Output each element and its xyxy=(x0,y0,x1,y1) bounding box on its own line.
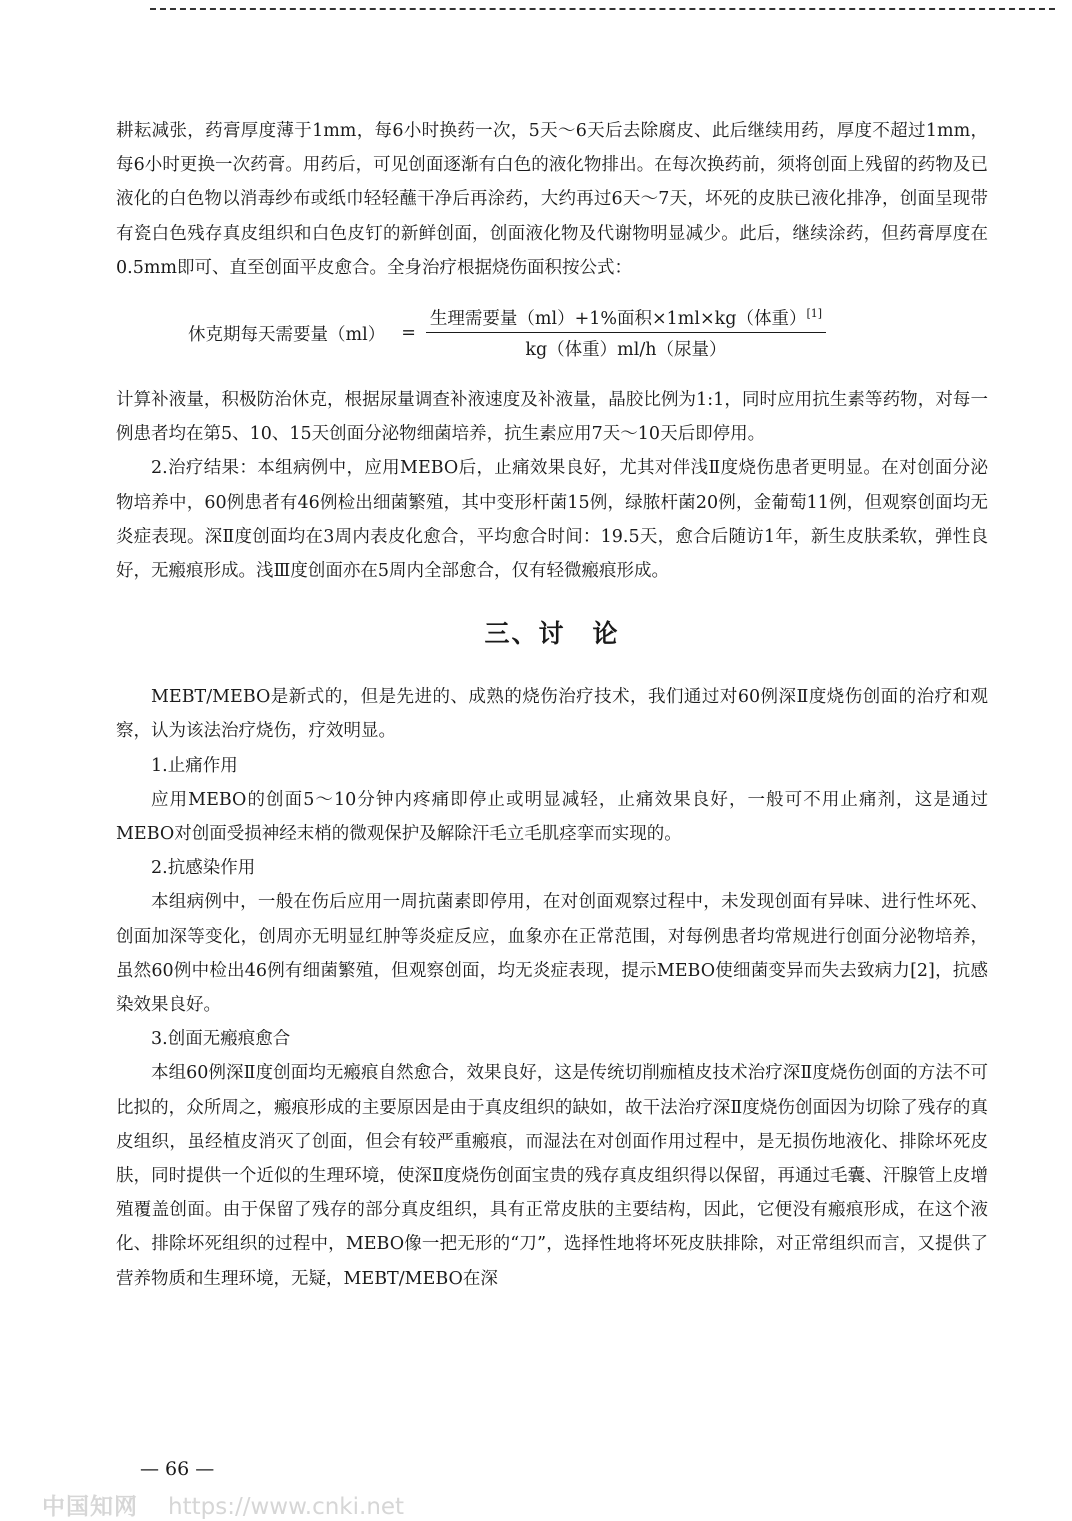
formula-numerator xyxy=(426,305,826,333)
cnki-logo: 中国知网 xyxy=(42,1494,138,1520)
body-paragraph: 耕耘减张，药膏厚度薄于1mm，每6小时换药一次，5天～6天后去除腐皮、此后继续用药，厚度不超过1mm，每6小时更换一次药膏。用药后，可见创面逐渐有白色的液化物排出。在每次换药前，须将创面上残留的药物及已液化的白色物以消毒纱布或纸巾轻轻蘸干净后再涂药，大约再过6天～7天，坏死的皮肤已液化排净，创面呈现带有瓷白色残存真皮组织和白色皮钉的新鲜创面，创面液化物及代谢物明显减少。此后，继续涂药，但药膏厚度在0.5mm即可、直至创面平皮愈合。全身治疗根据烧伤面积按公式： xyxy=(116,121,988,278)
formula-denominator: kg（体重）ml/h（尿量） xyxy=(525,340,727,361)
subsection-text: 应用MEBO的创面5～10分钟内疼痛即停止或明显减轻，止痛效果良好，一般可不用止痛剂，这是通过MEBO对创面受损神经末梢的微观保护及解除汗毛立毛肌痉挛而实现的。 xyxy=(116,789,988,845)
formula-lhs: 休克期每天需要量（ml） xyxy=(188,324,386,345)
body-paragraph: 计算补液量，积极防治休克，根据尿量调查补液速度及补液量，晶胶比例为1:1，同时应用抗生素等药物，对每一例患者均在第5、10、15天创面分泌物细菌培养，抗生素应用7天～10天后即停用。 xyxy=(116,390,988,445)
page-body xyxy=(116,114,988,1296)
body-paragraph: 2.治疗结果：本组病例中，应用MEBO后，止痛效果良好，尤其对伴浅Ⅱ度烧伤患者更明显。在对创面分泌物培养中，60例患者有46例检出细菌繁殖，其中变形杆菌15例，绿脓杆菌20例，金葡萄11例，但观察创面均无炎症表现。深Ⅱ度创面均在3周内表皮化愈合，平均愈合时间：19.5天，愈合后随访1年，新生皮肤柔软，弹性良好，无瘢痕形成。浅Ⅲ度创面亦在5周内全部愈合，仅有轻微瘢痕形成。 xyxy=(116,458,988,582)
subsection-title: 1.止痛作用 xyxy=(151,755,238,776)
footer-url: https://www.cnki.net xyxy=(168,1494,405,1520)
footer-watermark xyxy=(42,1488,404,1521)
formula-numerator-text: 生理需要量（ml）+1%面积×1ml×kg（体重） xyxy=(429,309,807,330)
page-number: — 66 — xyxy=(140,1458,215,1480)
subsection-text: 本组60例深Ⅱ度创面均无瘢痕自然愈合，效果良好，这是传统切削痂植皮技术治疗深Ⅱ度烧伤创面的方法不可比拟的，众所周之，瘢痕形成的主要原因是由于真皮组织的缺如，故干法治疗深Ⅱ度烧伤创面因为切除了残存的真皮组织，虽经植皮消灭了创面，但会有较严重瘢痕，而湿法在对创面作用过程中，是无损伤地液化、排除坏死皮肤，同时提供一个近似的生理环境，使深Ⅱ度烧伤创面宝贵的残存真皮组织得以保留，再通过毛囊、汗腺管上皮增殖覆盖创面。由于保留了残存的部分真皮组织，具有正常皮肤的主要结构，因此，它便没有瘢痕形成，在这个液化、排除坏死组织的过程中，MEBO像一把无形的“刀”，选择性地将坏死皮肤排除，对正常组织而言，又提供了营养物质和生理环境，无疑，MEBT/MEBO在深 xyxy=(116,1063,988,1289)
formula-equals: = xyxy=(401,323,416,344)
formula-fraction xyxy=(426,305,826,361)
formula-reference: [1] xyxy=(806,307,823,321)
header-rule xyxy=(150,8,1055,10)
formula xyxy=(188,305,988,361)
discussion-intro: MEBT/MEBO是新式的，但是先进的、成熟的烧伤治疗技术，我们通过对60例深Ⅱ度烧伤创面的治疗和观察，认为该法治疗烧伤，疗效明显。 xyxy=(116,687,988,742)
section-heading: 三、讨 论 xyxy=(484,619,620,649)
subsection-title: 2.抗感染作用 xyxy=(151,858,256,879)
subsection-text: 本组病例中，一般在伤后应用一周抗菌素即停用，在对创面观察过程中，未发现创面有异味、进行性坏死、创面加深等变化，创周亦无明显红肿等炎症反应，血象亦在正常范围，对每例患者均常规进行创面分泌物培养，虽然60例中检出46例有细菌繁殖，但观察创面，均无炎症表现，提示MEBO使细菌变异而失去致病力[2]，抗感染效果良好。 xyxy=(116,892,988,1016)
subsection-title: 3.创面无瘢痕愈合 xyxy=(151,1029,291,1050)
